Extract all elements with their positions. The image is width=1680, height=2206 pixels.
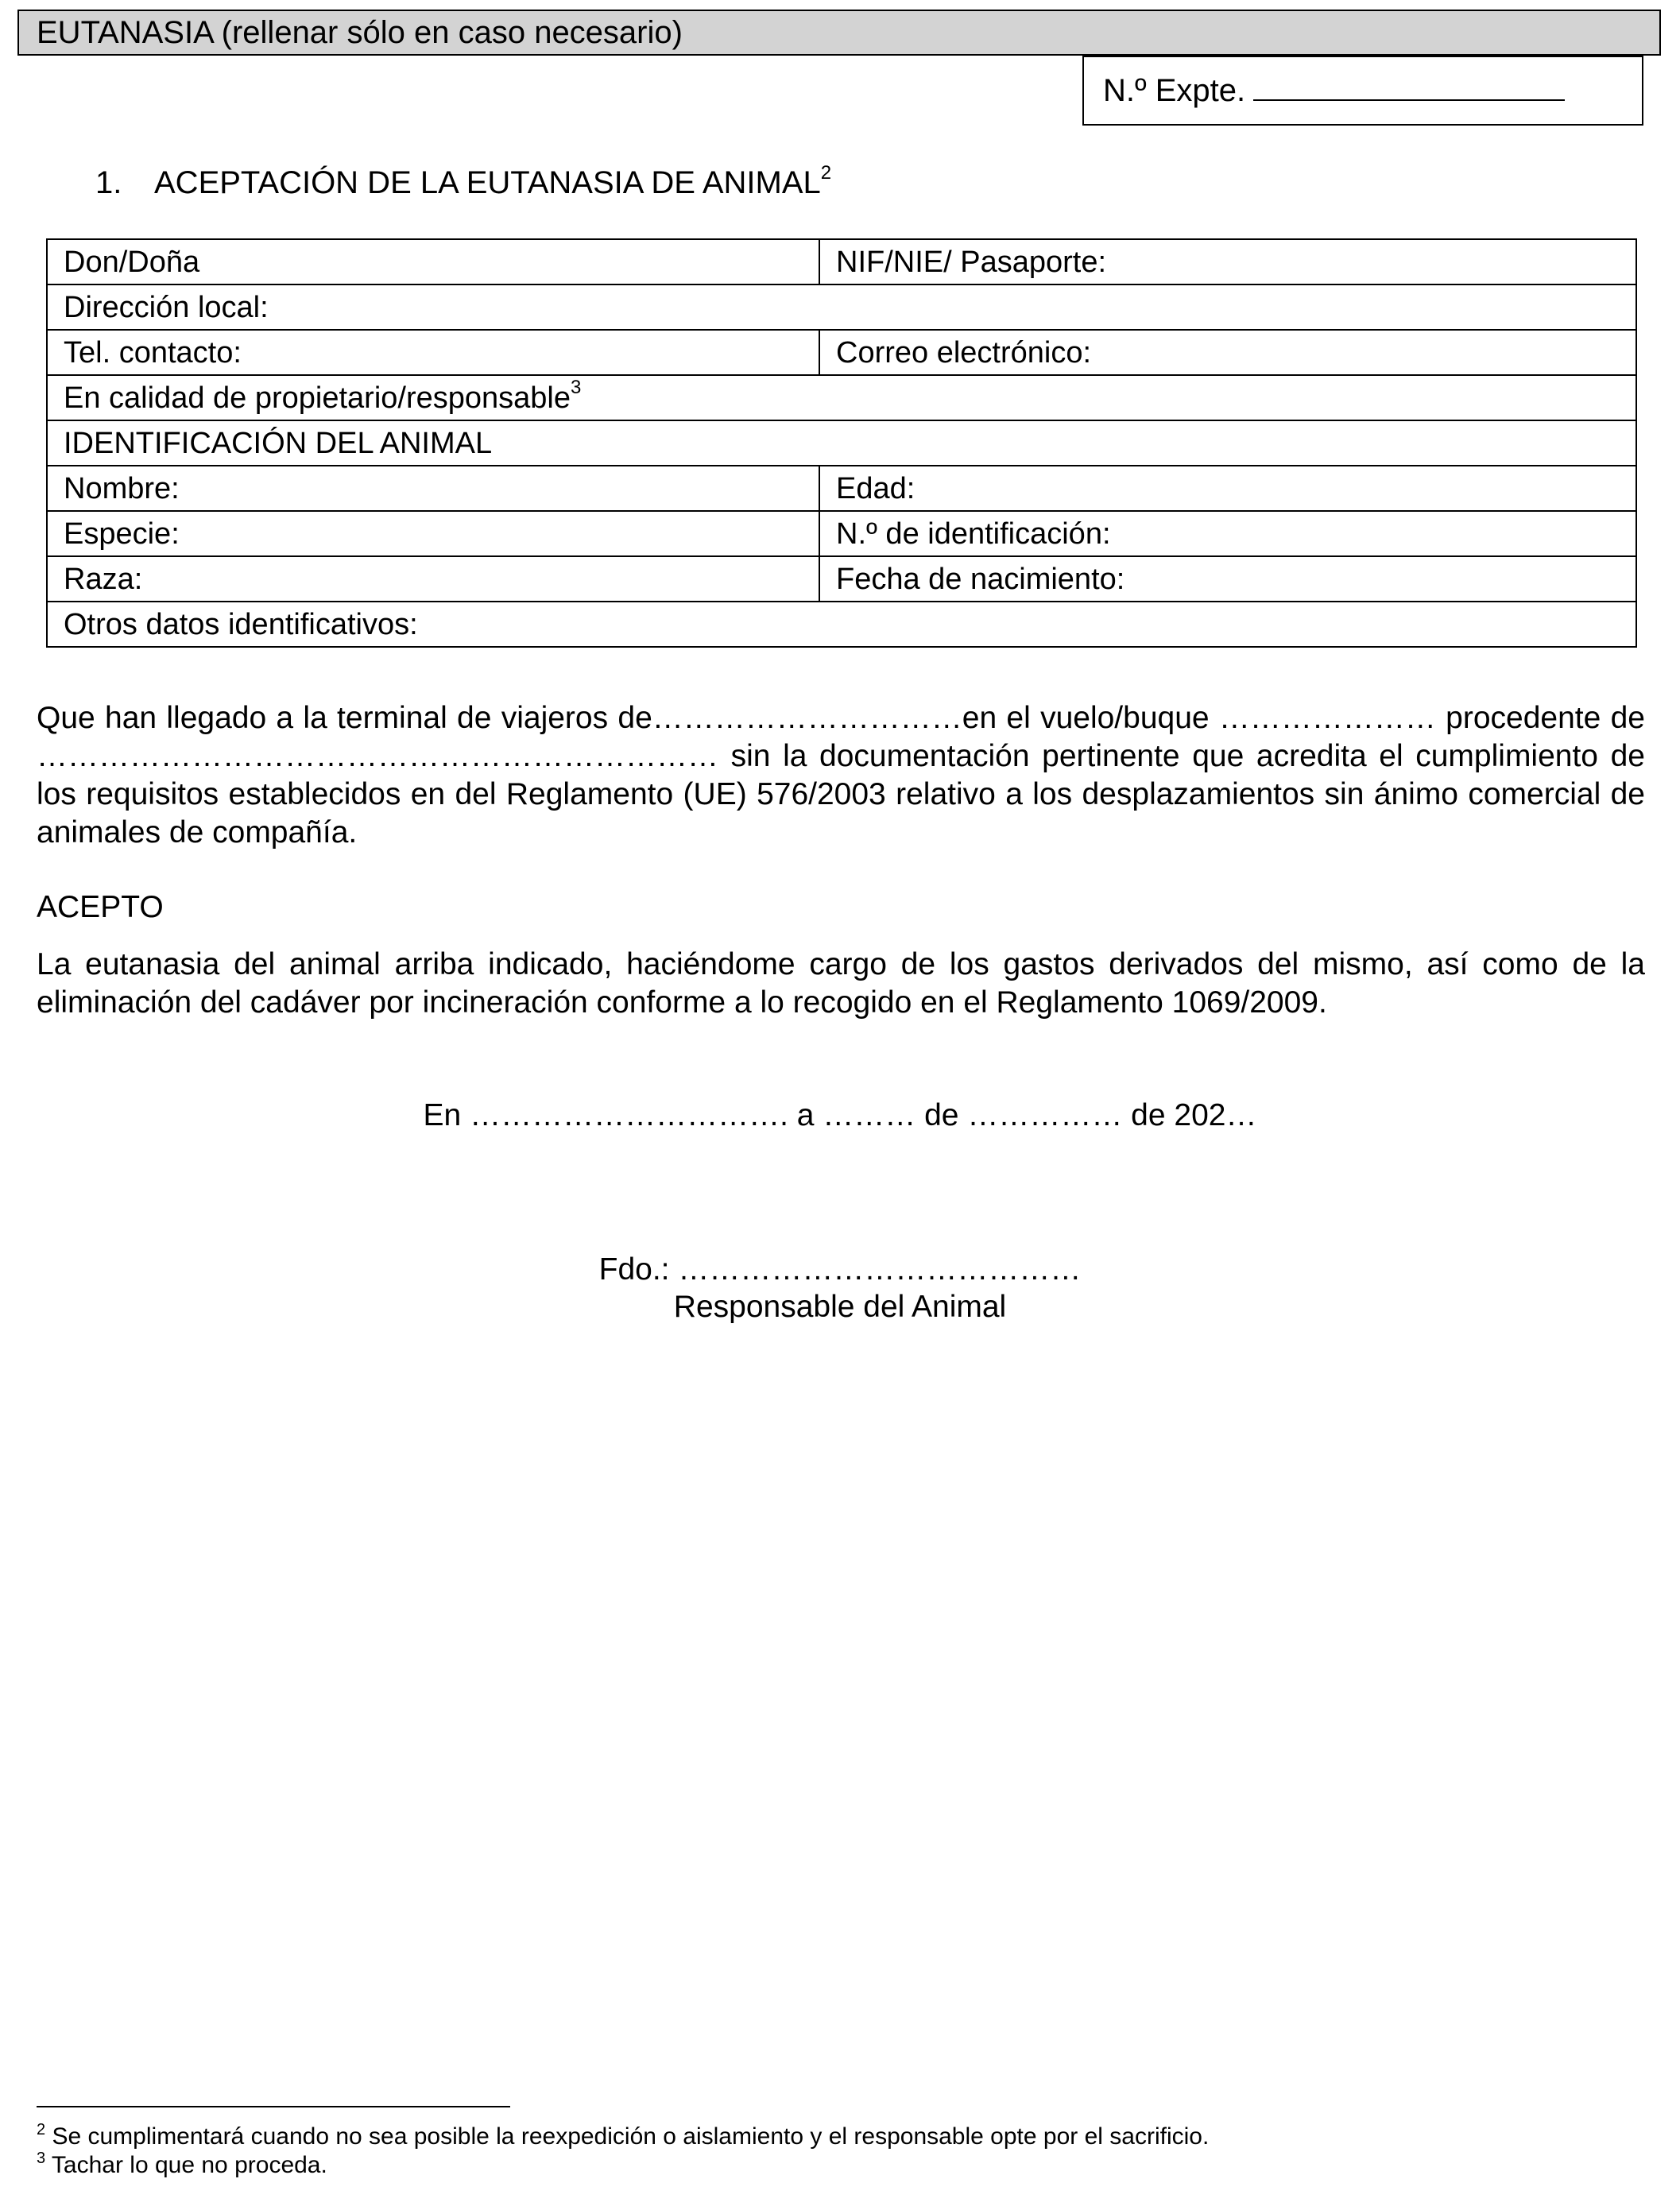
footnote-number: 3 bbox=[37, 2150, 46, 2167]
footnote-number: 2 bbox=[37, 2121, 46, 2138]
euthanasia-paragraph: La eutanasia del animal arriba indicado, haciéndome cargo de los gastos derivados del mismo, así como de la eliminación del cadáver por incineración conforme a lo recogido en el Reglamento 1069/2009. bbox=[37, 947, 1645, 1020]
form-row bbox=[47, 556, 1636, 602]
signature-role: Responsable del Animal bbox=[673, 1290, 1007, 1324]
fecha-nacimiento-field[interactable]: Fecha de nacimiento: bbox=[819, 556, 1636, 602]
header-title: EUTANASIA (rellenar sólo en caso necesario) bbox=[37, 15, 683, 50]
tel-field[interactable]: Tel. contacto: bbox=[47, 330, 819, 375]
num-identificacion-field[interactable]: N.º de identificación: bbox=[819, 511, 1636, 556]
form-row bbox=[47, 466, 1636, 511]
expediente-box bbox=[1082, 56, 1643, 126]
section-header bbox=[17, 10, 1661, 56]
calidad-field[interactable] bbox=[47, 375, 1636, 420]
edad-field[interactable]: Edad: bbox=[819, 466, 1636, 511]
calidad-label: En calidad de propietario/responsable bbox=[64, 381, 571, 415]
form-row bbox=[47, 330, 1636, 375]
arrival-paragraph: Que han llegado a la terminal de viajeros de…………………………en el vuelo/buque ………………… procedente de ………………………………………………………… sin la documentación pertinente que acredita el cumplimiento de los requisitos establecidos en del Reglamento (UE) 576/2003 relativo a los desplazamientos sin ánimo comercial de animales de compañía. bbox=[37, 701, 1645, 850]
form-row bbox=[47, 239, 1636, 284]
footnote-2 bbox=[37, 2123, 1209, 2150]
section-title bbox=[95, 163, 831, 203]
don-dona-field[interactable]: Don/Doña bbox=[47, 239, 819, 284]
footnote-divider bbox=[37, 2106, 510, 2107]
raza-field[interactable]: Raza: bbox=[47, 556, 819, 602]
signature-line: Fdo.: ………………………………… bbox=[598, 1252, 1082, 1287]
form-row bbox=[47, 602, 1636, 647]
correo-field[interactable]: Correo electrónico: bbox=[819, 330, 1636, 375]
otros-datos-field[interactable]: Otros datos identificativos: bbox=[47, 602, 1636, 647]
form-row bbox=[47, 284, 1636, 330]
direccion-field[interactable]: Dirección local: bbox=[47, 284, 1636, 330]
section-title-text: ACEPTACIÓN DE LA EUTANASIA DE ANIMAL bbox=[154, 165, 821, 200]
identificacion-heading: IDENTIFICACIÓN DEL ANIMAL bbox=[47, 420, 1636, 466]
owner-animal-form bbox=[46, 238, 1637, 648]
form-row bbox=[47, 375, 1636, 420]
footnote-3 bbox=[37, 2152, 327, 2179]
footnote-ref-3: 3 bbox=[570, 376, 582, 398]
form-row bbox=[47, 420, 1636, 466]
footnote-ref-2: 2 bbox=[820, 162, 832, 184]
date-place-line: En …………………………. a ……… de …………… de 202… bbox=[423, 1098, 1257, 1132]
nif-field[interactable]: NIF/NIE/ Pasaporte: bbox=[819, 239, 1636, 284]
footnote-text: Tachar lo que no proceda. bbox=[51, 2152, 327, 2178]
form-row bbox=[47, 511, 1636, 556]
acepto-heading: ACEPTO bbox=[37, 890, 164, 924]
section-number: 1. bbox=[95, 165, 122, 200]
expediente-label: N.º Expte. bbox=[1103, 73, 1246, 108]
expediente-field[interactable] bbox=[1253, 75, 1565, 101]
nombre-field[interactable]: Nombre: bbox=[47, 466, 819, 511]
footnote-text: Se cumplimentará cuando no sea posible la reexpedición o aislamiento y el responsable opte por el sacrificio. bbox=[52, 2123, 1210, 2150]
especie-field[interactable]: Especie: bbox=[47, 511, 819, 556]
